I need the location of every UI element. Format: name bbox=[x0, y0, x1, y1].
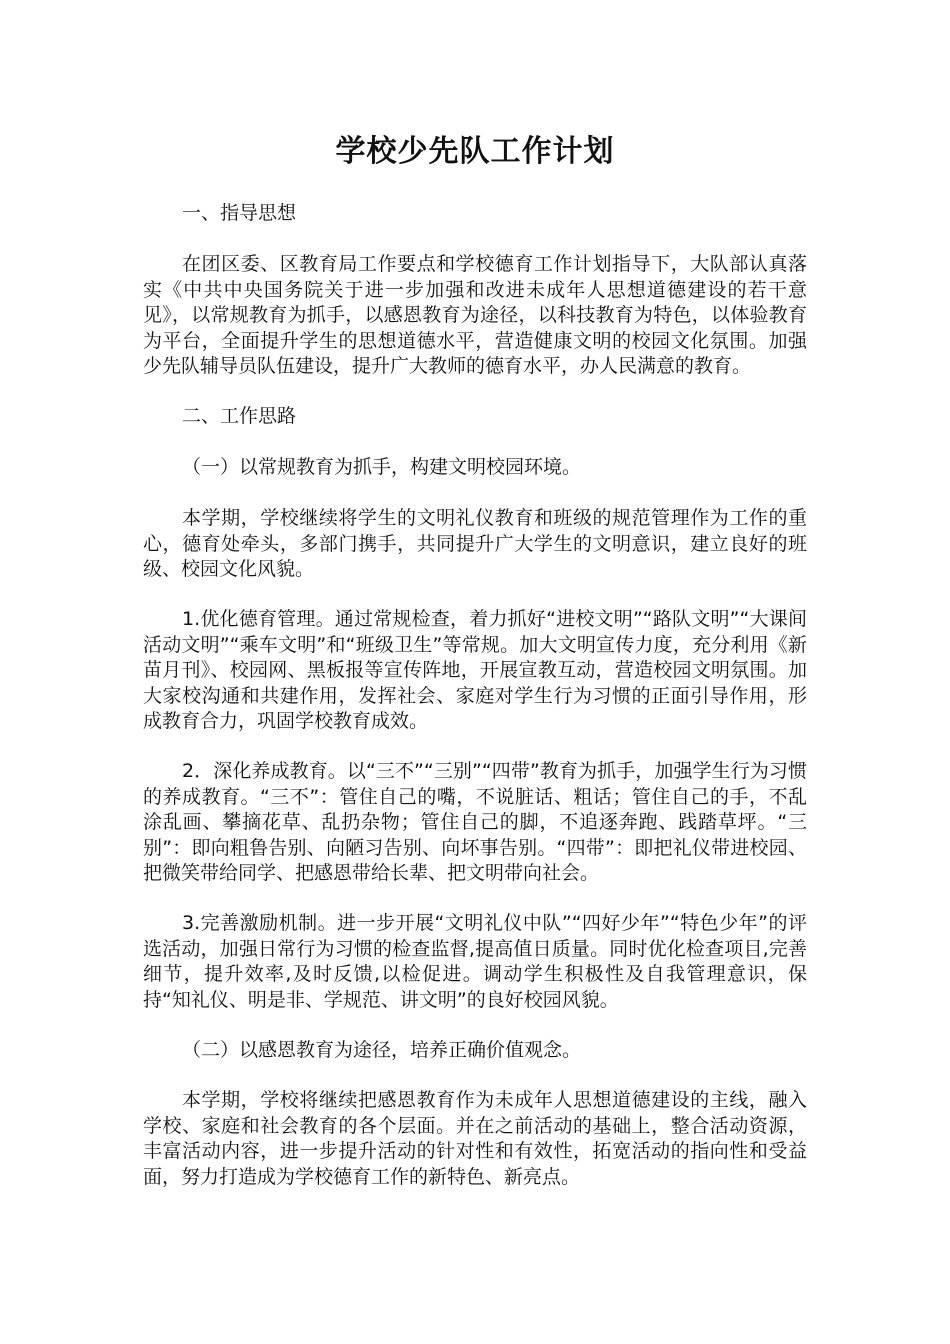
paragraph-routine-education: 本学期，学校继续将学生的文明礼仪教育和班级的规范管理作为工作的重心，德育处牵头，多部门携手，共同提升广大学生的文明意识，建立良好的班级、校园文化风貌。 bbox=[143, 507, 807, 580]
section-heading-guiding-ideology: 一、指导思想 bbox=[182, 202, 297, 224]
paragraph-incentive-mechanism: 3.完善激励机制。进一步开展“文明礼仪中队”“四好少年”“特色少年”的评选活动，加强日常行为习惯的检查监督,提高值日质量。同时优化检查项目,完善细节，提升效率,及时反馈,以检促进。调动学生积极性及自我管理意识，保持“知礼仪、明是非、学规范、讲文明”的良好校园风貌。 bbox=[143, 912, 807, 1011]
paragraph-habit-education: 2．深化养成教育。以“三不”“三别”“四带”教育为抓手，加强学生行为习惯的养成教育。“三不”：管住自己的嘴，不说脏话、粗话；管住自己的手，不乱涂乱画、攀摘花草、乱扔杂物；管住自己的脚，不追逐奔跑、践踏草坪。“三别”：即向粗鲁告别、向陋习告别、向坏事告别。“四带”：即把礼仪带进校园、把微笑带给同学、把感恩带给长辈、把文明带向社会。 bbox=[143, 760, 807, 884]
paragraph-moral-management: 1.优化德育管理。通过常规检查，着力抓好“进校文明”“路队文明”“大课间活动文明”“乘车文明”和“班级卫生”等常规。加大文明宣传力度，充分利用《新苗月刊》、校园网、黑板报等宣传阵地，开展宣教互动，营造校园文明氛围。加大家校沟通和共建作用，发挥社会、家庭对学生行为习惯的正面引导作用，形成教育合力，巩固学校教育成效。 bbox=[143, 608, 807, 732]
document-title: 学校少先队工作计划 bbox=[335, 134, 615, 169]
subsection-heading-gratitude-education: （二）以感恩教育为途径，培养正确价值观念。 bbox=[182, 1039, 582, 1061]
section-heading-work-approach: 二、工作思路 bbox=[182, 405, 297, 427]
paragraph-guiding-ideology: 在团区委、区教育局工作要点和学校德育工作计划指导下，大队部认真落实《中共中央国务院关于进一步加强和改进未成年人思想道德建设的若干意见》，以常规教育为抓手，以感恩教育为途径，以科技教育为特色，以体验教育为平台，全面提升学生的思想道德水平，营造健康文明的校园文化氛围。加强少先队辅导员队伍建设，提升广大教师的德育水平，办人民满意的教育。 bbox=[143, 253, 807, 377]
paragraph-gratitude-education: 本学期，学校将继续把感恩教育作为未成年人思想道德建设的主线，融入学校、家庭和社会教育的各个层面。并在之前活动的基础上，整合活动资源，丰富活动内容，进一步提升活动的针对性和有效性，拓宽活动的指向性和受益面，努力打造成为学校德育工作的新特色、新亮点。 bbox=[143, 1089, 807, 1188]
subsection-heading-routine-education: （一）以常规教育为抓手，构建文明校园环境。 bbox=[182, 456, 582, 478]
